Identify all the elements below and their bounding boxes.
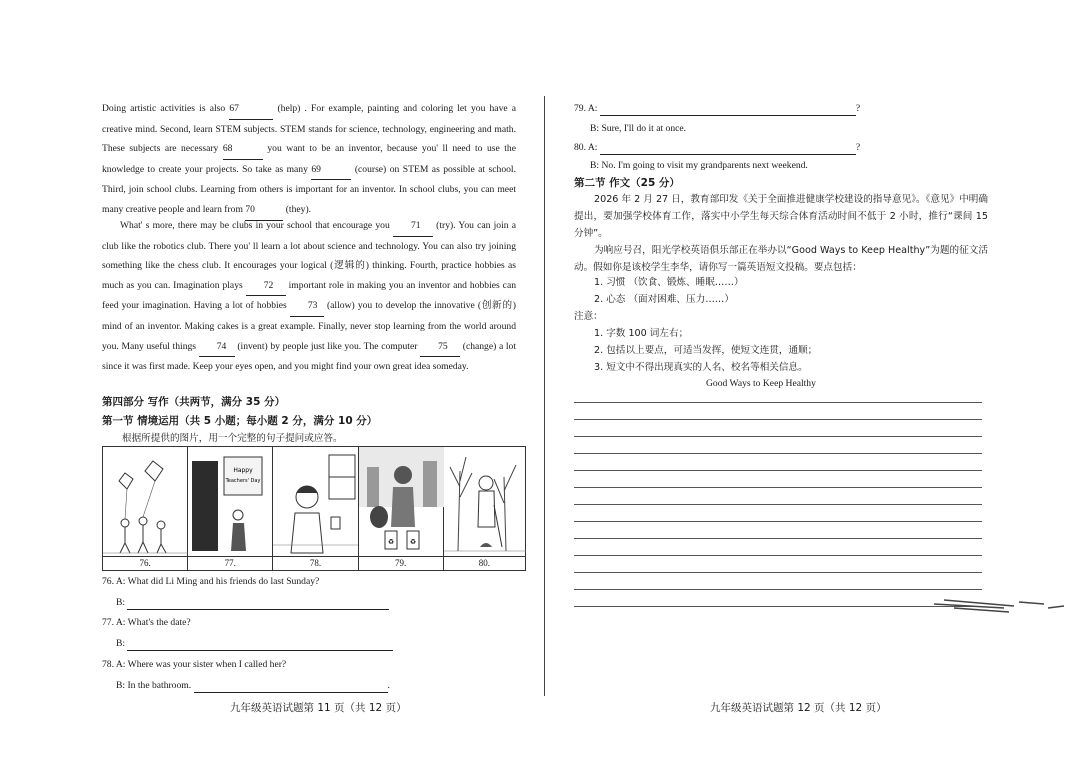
q80-question-mark: ?: [855, 142, 861, 153]
picture-78: [273, 447, 358, 570]
q78-question: 78. A: Where was your sister when I called her?: [102, 659, 287, 670]
writing-line: [574, 470, 982, 471]
picture-77: [188, 447, 273, 570]
q76-question: 76. A: What did Li Ming and his friends do last Sunday?: [102, 576, 320, 587]
blank-71[interactable]: 71: [393, 216, 433, 237]
passage-text: you want to be an inventor, because you' ll need to use the knowledge to create your projects. So take as many: [102, 143, 516, 175]
q80-answer: B: No. I'm going to visit my grandparents next weekend.: [590, 160, 808, 171]
note-2: 2. 包括以上要点，可适当发挥，使短文连贯，通顺；: [594, 345, 818, 356]
essay-point-2: 2. 心态 （面对困难、压力……）: [594, 294, 734, 305]
q76-answer-label: B:: [116, 597, 126, 608]
q76-answer-row: [116, 596, 389, 610]
q79-question-field[interactable]: [600, 104, 856, 116]
tree-planting-illustration: [444, 447, 526, 557]
passage-text: (change) a lot since it was first made. Keep your eyes open, and you might find your own great idea someday.: [102, 340, 516, 373]
q78-answer-row: [116, 679, 390, 693]
blank-74[interactable]: 74: [199, 337, 235, 358]
q80-question-row: [574, 141, 860, 155]
q77-answer-row: [116, 637, 393, 651]
svg-text:♻: ♻: [387, 538, 394, 546]
passage-text: (course) on STEM as possible at school. Third, join school clubs. Learning from others is important for an inventor. In school clubs, you can meet many creative people and learn from: [102, 163, 516, 215]
writing-line: [574, 436, 982, 437]
picture-80: [444, 447, 525, 570]
section2-title: 第二节 作文（25 分）: [574, 177, 680, 189]
q77-answer-field[interactable]: [127, 639, 393, 651]
svg-text:♻: ♻: [409, 538, 416, 546]
q78-answer-field[interactable]: [194, 681, 388, 693]
passage-text: (help) . For example, painting and coloring let you have a creative mind. Second, learn STEM subjects. STEM stands for science, technology, engineering and math. These subjects are necessary: [102, 103, 517, 155]
q80-question-field[interactable]: [600, 143, 856, 155]
passage-paragraph-1: [102, 99, 516, 221]
part4-title: 第四部分 写作（共两节，满分 35 分）: [102, 396, 286, 408]
essay-point-1: 1. 习惯 （饮食、锻炼、睡眠……）: [594, 277, 744, 288]
passage-paragraph-2: [102, 216, 516, 377]
picture-label: 77.: [188, 556, 272, 569]
writing-line: [574, 589, 982, 590]
bathroom-illustration: [273, 447, 358, 557]
picture-label: 80.: [444, 556, 525, 569]
picture-label: 76.: [103, 556, 187, 569]
passage-text: (try). You can join a club like the robotics club. There you' ll learn a lot about science and technology. You can also try joining something like the chess club. It encourages your logical (逻辑的) thinking. Fourth, practice hobbies as much as you can. Imagination plays: [102, 220, 516, 291]
teachers-day-illustration: [188, 447, 273, 557]
picture-label: 78.: [273, 556, 357, 569]
q77-question: 77. A: What's the date?: [102, 617, 191, 628]
note-3: 3. 短文中不得出现真实的人名、校名等相关信息。: [594, 362, 808, 373]
passage-text: important role in making you an inventor and hobbies can feed your imagination. Having a lot of hobbies: [102, 279, 516, 312]
picture-strip: [102, 446, 526, 571]
left-page: [102, 0, 516, 763]
blank-70[interactable]: 70: [245, 200, 283, 221]
passage-text: Doing artistic activities is also: [102, 103, 226, 114]
page-footer-12: 九年级英语试题第 12 页（共 12 页）: [710, 702, 887, 714]
q79-answer: B: Sure, I'll do it at once.: [590, 123, 687, 134]
q79-question-mark: ?: [855, 103, 861, 114]
passage-text: (allow) you to develop the innovative (创新的) mind of an inventor. Making cakes is a great example. Finally, never stop learning from the world around you. Many useful things: [102, 300, 517, 352]
writing-line: [574, 538, 982, 539]
writing-line: [574, 419, 982, 420]
blank-68[interactable]: 68: [223, 139, 263, 160]
q79-question-row: [574, 102, 860, 116]
writing-line: [574, 572, 982, 573]
note-1: 1. 字数 100 词左右；: [594, 328, 689, 339]
blank-69[interactable]: 69: [311, 160, 351, 181]
picture-76: [103, 447, 188, 570]
essay-task: 为响应号召，阳光学校英语俱乐部正在举办以“Good Ways to Keep Healthy”为题的征文活动。假如你是该校学生李华，请你写一篇英语短文投稿。要点包括：: [574, 245, 988, 273]
writing-line: [574, 521, 982, 522]
right-page: [574, 0, 988, 763]
q78-period: .: [387, 680, 390, 691]
passage-text: (they).: [285, 203, 312, 215]
passage-text: (invent) by people just like you. The computer: [237, 340, 418, 352]
q79-question-label: 79. A:: [574, 103, 598, 114]
writing-line: [574, 453, 982, 454]
writing-line: [574, 402, 982, 403]
section1-instruction: 根据所提供的图片，用一个完整的句子提问或应答。: [122, 433, 343, 444]
blank-72[interactable]: 72: [246, 276, 286, 297]
writing-line: [574, 487, 982, 488]
scan-smudge-mark: [924, 590, 1074, 620]
writing-line: [574, 555, 982, 556]
writing-line: [574, 504, 982, 505]
page-footer-11: 九年级英语试题第 11 页（共 12 页）: [230, 702, 407, 714]
section1-title: 第一节 情境运用（共 5 小题；每小题 2 分，满分 10 分）: [102, 415, 378, 427]
q76-answer-field[interactable]: [127, 598, 389, 610]
passage-text: What' s more, there may be clubs in your school that encourage you: [120, 220, 390, 231]
essay-title: Good Ways to Keep Healthy: [706, 378, 816, 389]
q78-answer-label: B: In the bathroom.: [116, 680, 192, 691]
essay-intro: 2026 年 2 月 27 日，教育部印发《关于全面推进健康学校建设的指导意见》。《意见》中明确提出，要加强学校体育工作，落实中小学生每天综合体育活动时间不低于 2 小时，推行“课间 15 分钟”。: [574, 194, 988, 239]
picture-79: [359, 447, 444, 570]
blank-75[interactable]: 75: [420, 337, 460, 358]
blank-73[interactable]: 73: [290, 296, 324, 317]
blank-67[interactable]: 67: [229, 99, 273, 120]
kite-flying-illustration: [103, 447, 188, 557]
q80-question-label: 80. A:: [574, 142, 598, 153]
picture-label: 79.: [359, 556, 443, 569]
page-divider: [544, 96, 545, 696]
sign-line-1: Happy: [233, 467, 253, 474]
writing-line: [574, 606, 982, 607]
sign-line-2: Teachers' Day: [225, 478, 261, 484]
notes-title: 注意：: [574, 311, 603, 322]
recycling-illustration: [359, 447, 444, 557]
q77-answer-label: B:: [116, 638, 126, 649]
